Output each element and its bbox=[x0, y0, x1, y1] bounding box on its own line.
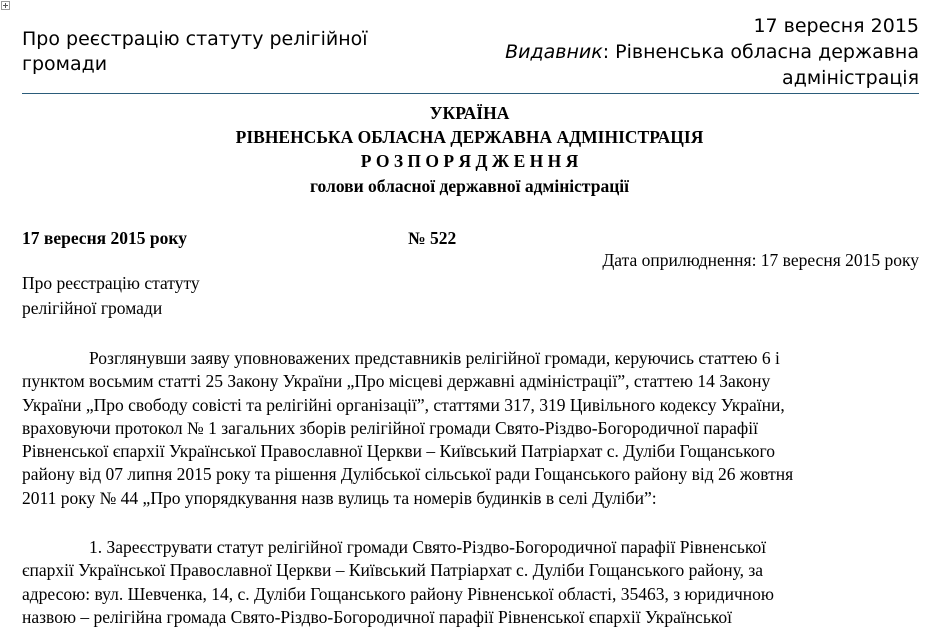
doc-number: № 522 bbox=[408, 228, 457, 248]
text-line: адресою: вул. Шевченка, 14, с. Дуліби Гощанського району Рівненської області, 35463, з юридичною bbox=[22, 583, 774, 604]
text-line: України „Про свободу совісті та релігійні організації”, статтями 317, 319 Цивільного кодексу України, bbox=[22, 394, 785, 415]
text-line: 2011 року № 44 „Про упорядкування назв вулиць та номерів будинків в селі Дуліби”: bbox=[22, 487, 657, 508]
document-title-line: Про реєстрацію статуту релігійної bbox=[22, 28, 368, 50]
document-meta bbox=[439, 13, 919, 91]
preamble-paragraph bbox=[22, 347, 922, 510]
document-title bbox=[22, 27, 442, 77]
publisher-name-cont: адміністрація bbox=[782, 67, 919, 89]
text-line: єпархії Української Православної Церкви – Київський Патріархат с. Дуліби Гощанського району, за bbox=[22, 560, 764, 581]
publication-date: Дата оприлюднення: 17 вересня 2015 року bbox=[602, 250, 919, 270]
text-line: назвою – релігійна громада Свято-Різдво-Богородичної парафії Рівненської єпархії Української bbox=[22, 606, 733, 627]
text-line: району від 07 липня 2015 року та рішення Дулібської сільської ради Гощанського району від 26 жовтня bbox=[22, 464, 794, 485]
doc-subject-line: релігійної громади bbox=[22, 298, 163, 318]
publisher bbox=[439, 39, 919, 65]
header-divider bbox=[22, 93, 919, 94]
document-date: 17 вересня 2015 bbox=[753, 15, 919, 37]
text-line: Рівненської єпархії Української Православної Церкви – Київський Патріархат с. Дуліби Гощанського bbox=[22, 441, 775, 462]
item-1-paragraph bbox=[22, 536, 922, 629]
text-line: 1. Зареєструвати статут релігійної громади Свято-Різдво-Богородичної парафії Рівненської bbox=[89, 537, 767, 557]
publisher-name: : Рівненська обласна державна bbox=[602, 41, 919, 63]
text-line: Розглянувши заяву уповноважених представників релігійної громади, керуючись статтею 6 і bbox=[89, 348, 780, 368]
text-line: пунктом восьмим статті 25 Закону України „Про місцеві державні адміністрації”, статтею 14 Закону bbox=[22, 371, 771, 392]
doc-subject-line: Про реєстрацію статуту bbox=[22, 273, 200, 293]
expand-icon[interactable] bbox=[1, 1, 10, 10]
doc-authority: РІВНЕНСЬКА ОБЛАСНА ДЕРЖАВНА АДМІНІСТРАЦІЯ bbox=[235, 127, 704, 147]
doc-date: 17 вересня 2015 року bbox=[22, 228, 187, 248]
doc-type: Р О З П О Р Я Д Ж Е Н Н Я bbox=[360, 151, 579, 171]
document-title-line: громади bbox=[22, 53, 108, 75]
doc-issuer: голови обласної державної адміністрації bbox=[309, 176, 630, 196]
text-line: враховуючи протокол № 1 загальних зборів релігійної громади Свято-Різдво-Богородичної парафії bbox=[22, 417, 758, 438]
doc-country: УКРАЇНА bbox=[429, 103, 510, 123]
publisher-label: Видавник bbox=[505, 41, 603, 63]
